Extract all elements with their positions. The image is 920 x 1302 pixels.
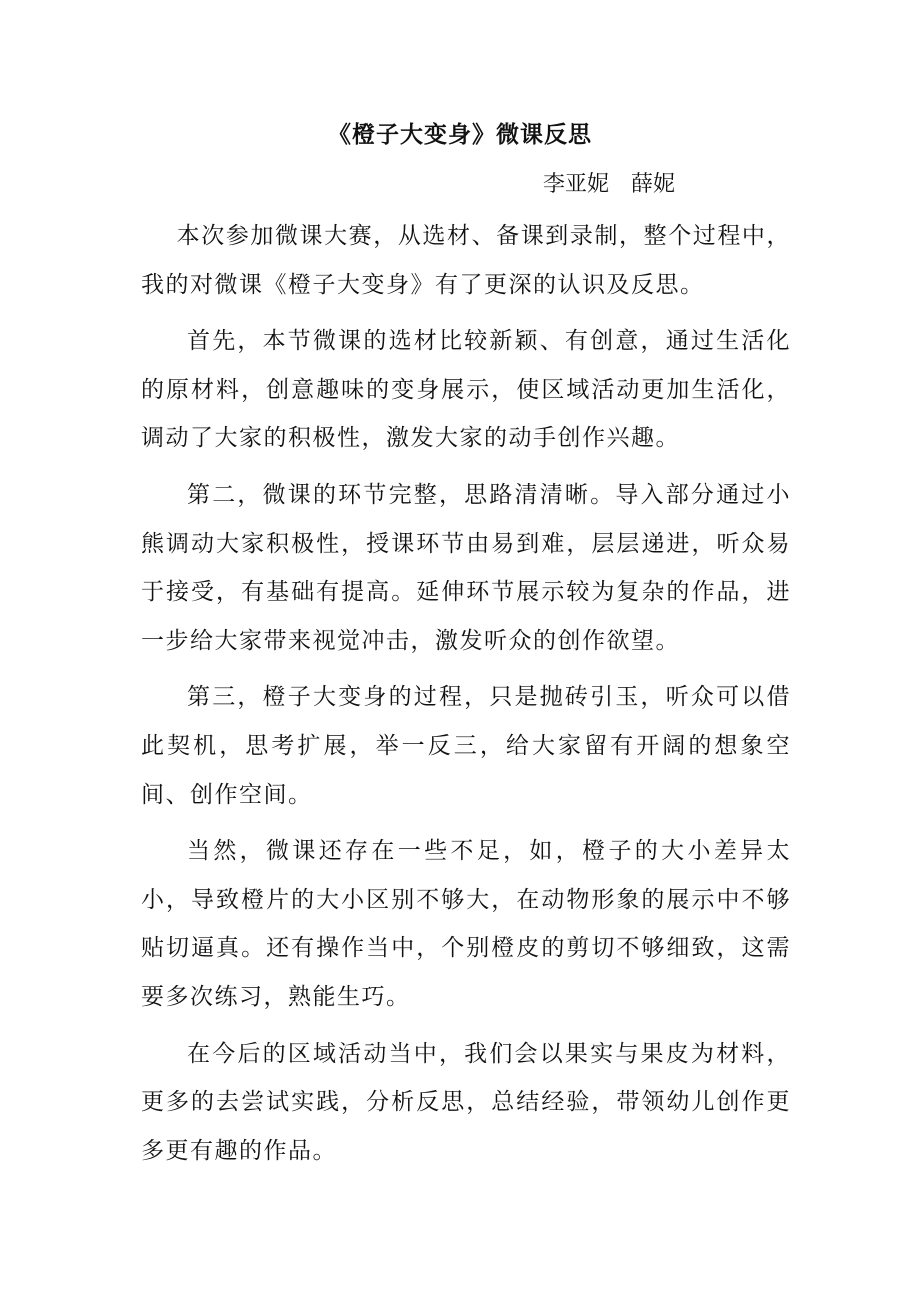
paragraph: 首先，本节微课的选材比较新颖、有创意，通过生活化的原材料，创意趣味的变身展示，使区域活动更加生活化，调动了大家的积极性，激发大家的动手创作兴趣。 (141, 328, 791, 452)
paragraph: 第二，微课的环节完整，思路清清晰。导入部分通过小熊调动大家积极性，授课环节由易到难，层层递进，听众易于接受，有基础有提高。延伸环节展示较为复杂的作品，进一步给大家带来视觉冲击，激发听众的创作欲望。 (141, 481, 791, 654)
paragraph: 当然，微课还存在一些不足，如，橙子的大小差异太小，导致橙片的大小区别不够大，在动物形象的展示中不够贴切逼真。还有操作当中，个别橙皮的剪切不够细致，这需要多次练习，熟能生巧。 (141, 838, 791, 1010)
paragraph: 在今后的区域活动当中，我们会以果实与果皮为材料，更多的去尝试实践，分析反思，总结经验，带领幼儿创作更多更有趣的作品。 (141, 1040, 791, 1164)
paragraph: 本次参加微课大赛，从选材、备课到录制，整个过程中，我的对微课《橙子大变身》有了更深的认识及反思。 (141, 223, 791, 298)
document-body (141, 212, 791, 1175)
paragraph: 第三，橙子大变身的过程，只是抛砖引玉，听众可以借此契机，思考扩展，举一反三，给大家留有开阔的想象空间、创作空间。 (141, 684, 791, 808)
document-title: 《橙子大变身》微课反思 (328, 121, 592, 148)
document-authors: 李亚妮 薛妮 (543, 172, 676, 197)
